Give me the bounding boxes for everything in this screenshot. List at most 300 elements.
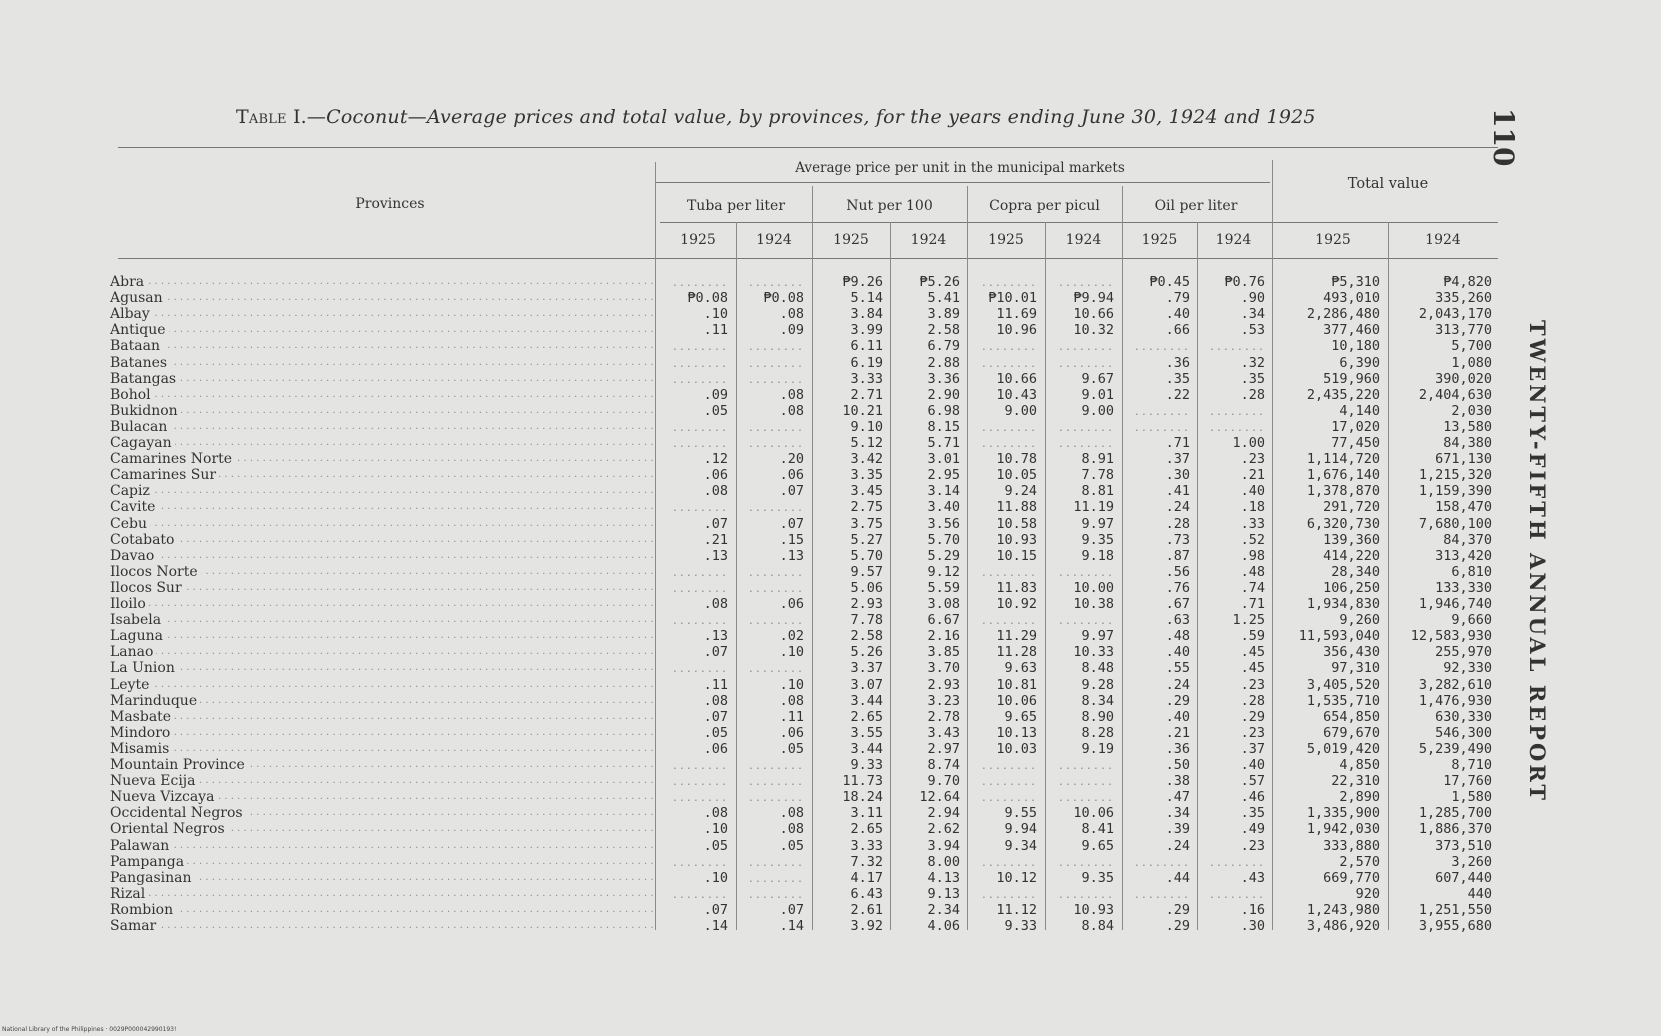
table-row: [0, 644, 1661, 660]
value-cell: 679,670: [1323, 724, 1380, 741]
province-name: [110, 644, 656, 660]
value-cell: .35: [1240, 805, 1265, 822]
value-cell: .98: [1240, 547, 1265, 564]
empty-cell-leader: ........: [671, 616, 728, 628]
province-label: La Union: [110, 660, 178, 676]
value-cell: .21: [1240, 467, 1265, 484]
value-cell: 335,260: [1435, 290, 1492, 307]
value-cell: .07: [779, 483, 804, 500]
header-year: 1924: [1425, 232, 1461, 248]
value-cell: 669,770: [1323, 869, 1380, 886]
province-name: [110, 467, 656, 483]
value-cell: .71: [1240, 596, 1265, 612]
empty-cell-leader: ........: [671, 439, 728, 450]
value-cell: 84,380: [1443, 435, 1492, 451]
table-row: [0, 387, 1661, 403]
value-cell: 8.90: [1081, 708, 1114, 725]
table-title: [236, 106, 1416, 128]
value-cell: 9.33: [850, 757, 883, 773]
header-group-copra: Copra per picul: [989, 198, 1100, 214]
province-label: Batanes: [110, 355, 170, 371]
value-cell: .02: [779, 628, 804, 645]
header-year: 1925: [833, 232, 869, 248]
value-cell: 8.48: [1081, 660, 1114, 677]
value-cell: 7.78: [850, 612, 883, 629]
empty-cell-leader: ........: [1133, 857, 1190, 869]
value-cell: .45: [1240, 660, 1265, 677]
value-cell: .11: [703, 322, 728, 339]
value-cell: .06: [779, 467, 804, 484]
value-cell: ₱5,310: [1331, 274, 1380, 290]
value-cell: 2.62: [927, 821, 960, 838]
table-row: [0, 564, 1661, 580]
value-cell: 10.93: [996, 531, 1037, 548]
value-cell: 3.99: [850, 322, 883, 339]
value-cell: 28,340: [1331, 563, 1380, 580]
province-label: Albay: [110, 306, 153, 322]
value-cell: 158,470: [1435, 499, 1492, 516]
empty-cell-leader: ........: [671, 358, 728, 370]
value-cell: 440: [1467, 885, 1492, 902]
province-name: [110, 628, 656, 644]
province-name: [110, 290, 656, 306]
value-cell: 2,404,630: [1418, 386, 1492, 403]
empty-cell-leader: ........: [1057, 761, 1114, 772]
value-cell: 10.96: [996, 322, 1037, 339]
value-cell: .05: [779, 837, 804, 854]
header-group-nut: Nut per 100: [846, 198, 933, 214]
value-cell: 92,330: [1443, 660, 1492, 677]
empty-cell-leader: ........: [747, 793, 804, 805]
value-cell: 5.71: [927, 435, 960, 451]
province-name: [110, 821, 656, 837]
value-cell: .40: [1240, 757, 1265, 773]
value-cell: 546,300: [1435, 724, 1492, 741]
value-cell: 3.35: [850, 467, 883, 484]
value-cell: .10: [703, 306, 728, 323]
empty-cell-leader: ........: [980, 358, 1037, 370]
province-label: Cavite: [110, 499, 158, 515]
value-cell: 3.33: [850, 370, 883, 387]
table-row: [0, 757, 1661, 773]
province-name: [110, 693, 656, 709]
table-row: [0, 483, 1661, 499]
empty-cell-leader: ........: [1057, 278, 1114, 289]
value-cell: .41: [1165, 483, 1190, 500]
value-cell: 9.70: [927, 773, 960, 790]
province-label: Occidental Negros: [110, 805, 246, 821]
value-cell: 6.11: [850, 338, 883, 355]
province-name: [110, 548, 656, 564]
province-label: Cotabato: [110, 532, 177, 548]
empty-cell-leader: ........: [980, 439, 1037, 450]
table-row: [0, 838, 1661, 854]
value-cell: 3,955,680: [1418, 918, 1492, 934]
value-cell: 3.70: [927, 660, 960, 677]
table-row: [0, 355, 1661, 371]
empty-cell-leader: ........: [980, 761, 1037, 772]
empty-cell-leader: ........: [1057, 567, 1114, 579]
value-cell: .09: [703, 386, 728, 403]
header-year: 1924: [1065, 232, 1102, 248]
table-row: [0, 821, 1661, 837]
header-year: 1924: [910, 232, 947, 248]
value-cell: .47: [1165, 789, 1190, 806]
province-label: Davao: [110, 548, 157, 564]
value-cell: 6,390: [1339, 354, 1380, 371]
value-cell: 12.64: [919, 789, 960, 806]
value-cell: 9.19: [1081, 740, 1114, 757]
value-cell: .59: [1240, 628, 1265, 645]
value-cell: 5.06: [850, 579, 883, 596]
value-cell: 3.40: [927, 499, 960, 516]
value-cell: .06: [779, 596, 804, 612]
empty-cell-leader: ........: [980, 793, 1037, 805]
header-year: 1925: [1315, 232, 1351, 248]
value-cell: 2.61: [850, 901, 883, 918]
value-cell: 3.85: [927, 644, 960, 661]
value-cell: 11.69: [996, 306, 1037, 323]
value-cell: 9.35: [1081, 869, 1114, 886]
value-cell: 10.33: [1073, 644, 1114, 661]
province-name: [110, 725, 656, 741]
empty-cell-leader: ........: [747, 422, 804, 434]
header-group-tuba: Tuba per liter: [686, 198, 786, 214]
empty-cell-leader: ........: [747, 278, 804, 289]
value-cell: 5.70: [850, 547, 883, 564]
value-cell: .23: [1240, 451, 1265, 468]
value-cell: 2.88: [927, 354, 960, 371]
province-label: Camarines Norte: [110, 451, 235, 467]
value-cell: .33: [1240, 515, 1265, 532]
value-cell: 3,282,610: [1418, 676, 1492, 693]
value-cell: 5.41: [927, 290, 960, 307]
value-cell: 2.58: [850, 628, 883, 645]
value-cell: .11: [779, 708, 804, 725]
empty-cell-leader: ........: [747, 374, 804, 386]
empty-cell-leader: ........: [671, 567, 728, 579]
empty-cell-leader: ........: [980, 777, 1037, 789]
header-year: 1924: [1215, 232, 1252, 248]
value-cell: .07: [779, 901, 804, 918]
value-cell: .76: [1165, 579, 1190, 596]
value-cell: ₱4,820: [1443, 274, 1492, 290]
value-cell: 8.28: [1081, 724, 1114, 741]
value-cell: .14: [703, 918, 728, 934]
value-cell: 17,020: [1331, 418, 1380, 435]
value-cell: 133,330: [1435, 579, 1492, 596]
value-cell: 77,450: [1331, 435, 1380, 451]
table-row: [0, 660, 1661, 676]
value-cell: .44: [1165, 869, 1190, 886]
table-row: [0, 596, 1661, 612]
value-cell: 493,010: [1323, 290, 1380, 307]
province-label: Lanao: [110, 644, 156, 660]
value-cell: 356,430: [1323, 644, 1380, 661]
value-cell: .79: [1165, 290, 1190, 307]
province-name: [110, 516, 656, 532]
table-row: [0, 403, 1661, 419]
value-cell: 1,080: [1451, 354, 1492, 371]
table-row: [0, 918, 1661, 934]
table-row: [0, 338, 1661, 354]
value-cell: 9.00: [1004, 402, 1037, 419]
value-cell: 607,440: [1435, 869, 1492, 886]
value-cell: 2.16: [927, 628, 960, 645]
value-cell: 10.03: [996, 740, 1037, 757]
empty-cell-leader: ........: [980, 616, 1037, 628]
province-label: Ilocos Sur: [110, 580, 185, 596]
province-label: Batangas: [110, 371, 179, 387]
empty-cell-leader: ........: [1057, 422, 1114, 434]
value-cell: 11.12: [996, 901, 1037, 918]
table-title-lead: Table I.: [236, 106, 307, 128]
value-cell: 8.84: [1081, 918, 1114, 934]
table-row: [0, 789, 1661, 805]
value-cell: ₱10.01: [988, 290, 1037, 307]
province-name: [110, 483, 656, 499]
province-name: [110, 387, 656, 403]
province-label: Cagayan: [110, 435, 175, 451]
province-name: [110, 564, 656, 580]
empty-cell-leader: ........: [747, 583, 804, 595]
province-name: [110, 403, 656, 419]
empty-cell-leader: ........: [1057, 793, 1114, 805]
empty-cell-leader: ........: [980, 889, 1037, 901]
table-row: [0, 548, 1661, 564]
value-cell: 9.65: [1081, 837, 1114, 854]
value-cell: 2.78: [927, 708, 960, 725]
value-cell: 3.37: [850, 660, 883, 677]
value-cell: 2,890: [1339, 789, 1380, 806]
empty-cell-leader: ........: [747, 889, 804, 901]
value-cell: 10.81: [996, 676, 1037, 693]
value-cell: 22,310: [1331, 773, 1380, 790]
value-cell: .06: [703, 467, 728, 484]
value-cell: 10.43: [996, 386, 1037, 403]
header-year: 1924: [756, 232, 792, 248]
value-cell: 10,180: [1331, 338, 1380, 355]
table-row: [0, 693, 1661, 709]
value-cell: 2.58: [927, 322, 960, 339]
table-row: [0, 306, 1661, 322]
value-cell: 3.44: [850, 740, 883, 757]
value-cell: 9.97: [1081, 515, 1114, 532]
title-rule: [118, 147, 1498, 148]
value-cell: 10.13: [996, 724, 1037, 741]
header-rule-price: [655, 182, 1270, 183]
value-cell: ₱9.26: [842, 274, 883, 290]
province-label: Oriental Negros: [110, 821, 228, 837]
value-cell: .71: [1165, 435, 1190, 451]
value-cell: .07: [703, 515, 728, 532]
table-row: [0, 451, 1661, 467]
empty-cell-leader: ........: [1133, 422, 1190, 434]
value-cell: .87: [1165, 547, 1190, 564]
value-cell: ₱0.45: [1149, 274, 1190, 290]
value-cell: .20: [779, 451, 804, 468]
value-cell: .35: [1240, 370, 1265, 387]
value-cell: 9.13: [927, 885, 960, 902]
empty-cell-leader: ........: [1208, 342, 1265, 354]
province-name: [110, 419, 656, 435]
value-cell: 1,335,900: [1306, 805, 1380, 822]
value-cell: 3.08: [927, 596, 960, 612]
value-cell: 3.43: [927, 724, 960, 741]
value-cell: ₱0.08: [687, 290, 728, 307]
value-cell: 1,942,030: [1306, 821, 1380, 838]
empty-cell-leader: ........: [1057, 777, 1114, 789]
value-cell: 377,460: [1323, 322, 1380, 339]
value-cell: .35: [1165, 370, 1190, 387]
province-label: Cebu: [110, 516, 150, 532]
empty-cell-leader: ........: [1057, 857, 1114, 869]
empty-cell-leader: ........: [747, 777, 804, 789]
value-cell: .48: [1165, 628, 1190, 645]
value-cell: 9.24: [1004, 483, 1037, 500]
table-row: [0, 741, 1661, 757]
empty-cell-leader: ........: [1057, 616, 1114, 628]
value-cell: 2.71: [850, 386, 883, 403]
value-cell: 5.27: [850, 531, 883, 548]
province-name: [110, 306, 656, 322]
table-row: [0, 371, 1661, 387]
value-cell: 2.90: [927, 386, 960, 403]
table-row: [0, 709, 1661, 725]
value-cell: 11.28: [996, 644, 1037, 661]
empty-cell-leader: ........: [1057, 439, 1114, 450]
value-cell: 519,960: [1323, 370, 1380, 387]
value-cell: 9.35: [1081, 531, 1114, 548]
value-cell: 1,285,700: [1418, 805, 1492, 822]
value-cell: .45: [1240, 644, 1265, 661]
value-cell: .08: [703, 483, 728, 500]
province-label: Antique: [110, 322, 169, 338]
province-name: [110, 773, 656, 789]
value-cell: 9.97: [1081, 628, 1114, 645]
value-cell: 8.34: [1081, 692, 1114, 709]
empty-cell-leader: ........: [747, 503, 804, 515]
value-cell: .40: [1165, 708, 1190, 725]
value-cell: 1,215,320: [1418, 467, 1492, 484]
value-cell: .30: [1240, 918, 1265, 934]
province-name: [110, 596, 656, 612]
value-cell: 333,880: [1323, 837, 1380, 854]
value-cell: 5,019,420: [1306, 740, 1380, 757]
value-cell: .12: [703, 451, 728, 468]
province-name: [110, 580, 656, 596]
value-cell: 13,580: [1443, 418, 1492, 435]
value-cell: 3.14: [927, 483, 960, 500]
empty-cell-leader: ........: [1133, 889, 1190, 901]
value-cell: 9.55: [1004, 805, 1037, 822]
province-name: [110, 338, 656, 354]
empty-cell-leader: ........: [1057, 342, 1114, 354]
value-cell: ₱0.76: [1224, 274, 1265, 290]
empty-cell-leader: ........: [747, 342, 804, 354]
empty-cell-leader: ........: [671, 422, 728, 434]
value-cell: 8.00: [927, 853, 960, 870]
value-cell: 1,476,930: [1418, 692, 1492, 709]
value-cell: 414,220: [1323, 547, 1380, 564]
value-cell: 3.92: [850, 918, 883, 934]
value-cell: .50: [1165, 757, 1190, 773]
value-cell: 5.26: [850, 644, 883, 661]
province-name: [110, 709, 656, 725]
province-name: [110, 355, 656, 371]
value-cell: 3,260: [1451, 853, 1492, 870]
empty-cell-leader: ........: [747, 664, 804, 676]
value-cell: ₱0.08: [763, 290, 804, 307]
value-cell: 1.25: [1232, 612, 1265, 629]
table-row: [0, 886, 1661, 902]
value-cell: 11,593,040: [1298, 628, 1380, 645]
value-cell: ₱5.26: [919, 274, 960, 290]
province-name: [110, 612, 656, 628]
value-cell: .22: [1165, 386, 1190, 403]
value-cell: 3.56: [927, 515, 960, 532]
table-row: [0, 290, 1661, 306]
value-cell: .07: [703, 901, 728, 918]
value-cell: .08: [703, 692, 728, 709]
province-label: Mountain Province: [110, 757, 248, 773]
footer-note: National Library of the Philippines · 0029P000042990193!: [2, 1026, 177, 1033]
value-cell: 9.57: [850, 563, 883, 580]
value-cell: 1,580: [1451, 789, 1492, 806]
province-label: Iloilo: [110, 596, 149, 612]
province-label: Isabela: [110, 612, 164, 628]
value-cell: 10.58: [996, 515, 1037, 532]
value-cell: 10.15: [996, 547, 1037, 564]
table-row: [0, 628, 1661, 644]
value-cell: 10.78: [996, 451, 1037, 468]
empty-cell-leader: ........: [1057, 889, 1114, 901]
empty-cell-leader: ........: [747, 873, 804, 885]
value-cell: 10.66: [1073, 306, 1114, 323]
table-row: [0, 677, 1661, 693]
province-label: Camarines Sur: [110, 467, 219, 483]
value-cell: 3.94: [927, 837, 960, 854]
value-cell: .10: [779, 644, 804, 661]
value-cell: 9,660: [1451, 612, 1492, 629]
value-cell: 3.23: [927, 692, 960, 709]
value-cell: .40: [1240, 483, 1265, 500]
value-cell: .18: [1240, 499, 1265, 516]
value-cell: 1,114,720: [1306, 451, 1380, 468]
value-cell: .32: [1240, 354, 1265, 371]
header-rule-bottom: [118, 258, 1498, 259]
table-row: [0, 435, 1661, 451]
province-label: Pampanga: [110, 854, 187, 870]
empty-cell-leader: ........: [747, 358, 804, 370]
province-label: Pangasinan: [110, 870, 195, 886]
empty-cell-leader: ........: [747, 616, 804, 628]
value-cell: 11.88: [996, 499, 1037, 516]
value-cell: .16: [1240, 901, 1265, 918]
value-cell: 2.93: [927, 676, 960, 693]
empty-cell-leader: ........: [1133, 406, 1190, 418]
value-cell: .08: [779, 692, 804, 709]
province-name: [110, 532, 656, 548]
page-number: 110: [1487, 108, 1520, 167]
value-cell: .06: [779, 724, 804, 741]
empty-cell-leader: ........: [671, 777, 728, 789]
value-cell: 1,946,740: [1418, 596, 1492, 612]
province-label: Bulacan: [110, 419, 170, 435]
value-cell: .37: [1165, 451, 1190, 468]
value-cell: .34: [1165, 805, 1190, 822]
value-cell: ₱9.94: [1073, 290, 1114, 307]
